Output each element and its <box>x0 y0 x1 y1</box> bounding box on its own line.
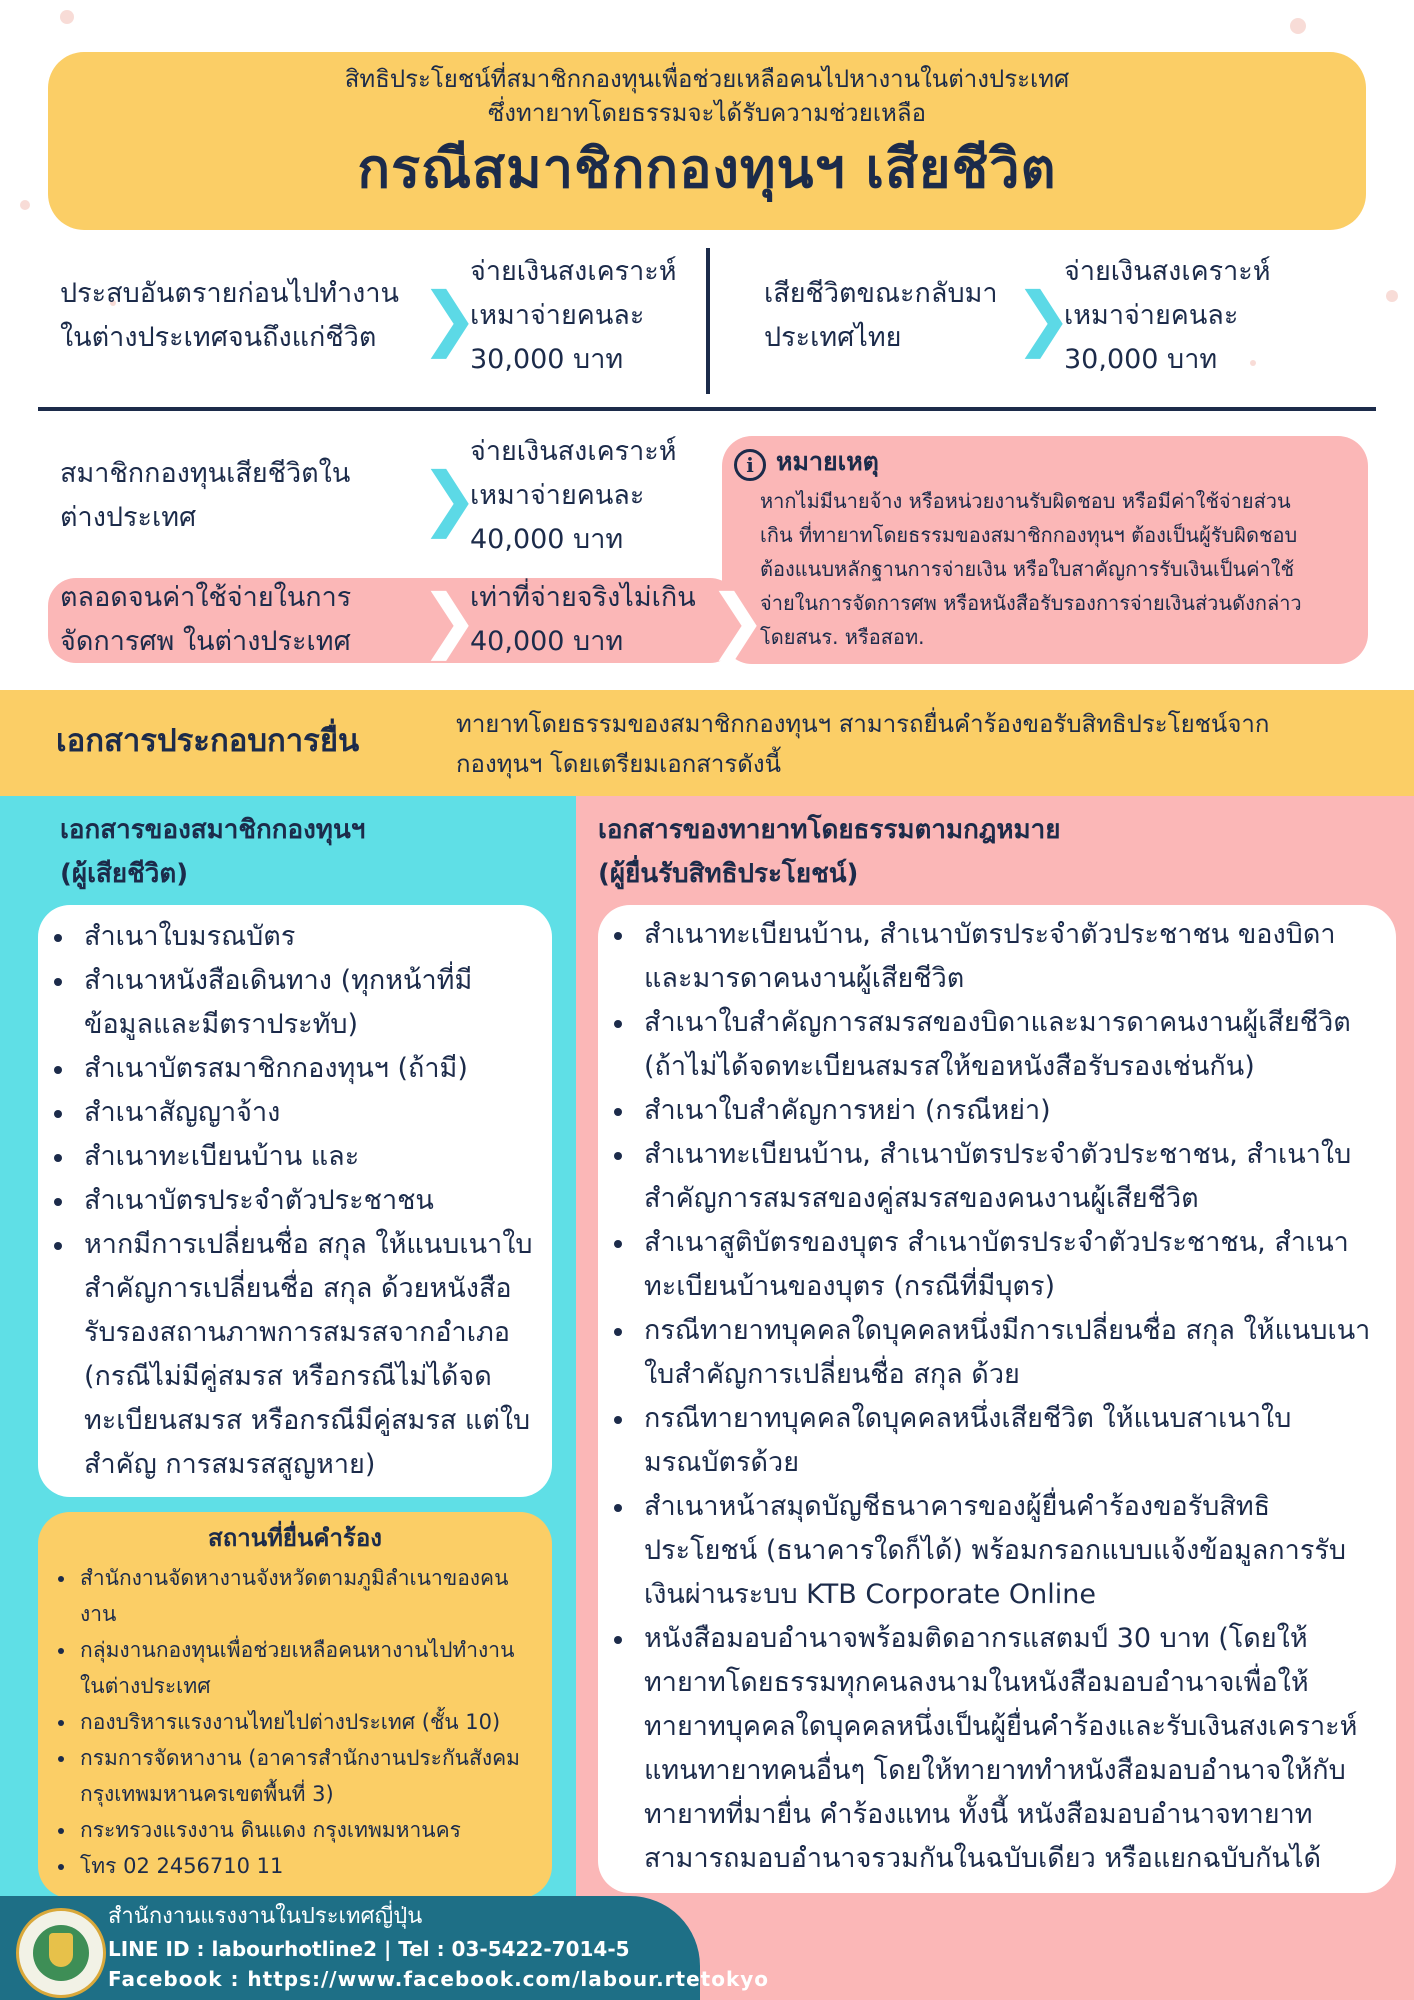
header-subtitle-2: ซึ่งทายาทโดยธรรมจะได้รับความช่วยเหลือ <box>488 99 926 127</box>
list-item: สำเนาใบสำคัญการสมรสของบิดาและมารดาคนงานผู้เสียชีวิต (ถ้าไม่ได้จดทะเบียนสมรสให้ขอหนังสือรับรองเช่นกัน) <box>598 1001 1378 1089</box>
ministry-logo <box>16 1908 106 1998</box>
decor-speckle <box>20 200 30 210</box>
submission-places-title: สถานที่ยื่นคำร้อง <box>208 1524 382 1552</box>
case-3-label: สมาชิกกองทุนเสียชีวิตใน ต่างประเทศ <box>60 458 351 533</box>
chevron-right-icon: ❯ <box>1014 277 1073 359</box>
submission-places-list-wrap <box>46 1560 536 1884</box>
note-title: หมายเหตุ <box>776 447 879 476</box>
list-item: สำเนาทะเบียนบ้าน, สำเนาบัตรประจำตัวประชาชน ของบิดาและมารดาคนงานผู้เสียชีวิต <box>598 913 1378 1001</box>
footer-contact[interactable]: LINE ID : labourhotline2 | Tel : 03-5422-7014-5 <box>108 1937 630 1961</box>
list-item: โทร 02 2456710 11 <box>46 1848 536 1884</box>
list-item: กรณีทายาทบุคคลใดบุคคลหนึ่งเสียชีวิต ให้แนบสาเนาใบมรณบัตรด้วย <box>598 1397 1378 1485</box>
list-item: สำเนาบัตรประจำตัวประชาชน <box>38 1179 536 1223</box>
case-4-payment: เท่าที่จ่ายจริงไม่เกิน 40,000 บาท <box>470 582 696 657</box>
list-item: สำเนาหนังสือเดินทาง (ทุกหน้าที่มีข้อมูลและมีตราประทับ) <box>38 959 536 1047</box>
list-item: สำเนาใบมรณบัตร <box>38 915 536 959</box>
footer-office-name: สำนักงานแรงงานในประเทศญี่ปุ่น <box>108 1904 423 1929</box>
chevron-right-icon: ❯ <box>420 457 479 539</box>
heir-docs-card <box>598 905 1396 1893</box>
list-item: สำเนาสัญญาจ้าง <box>38 1091 536 1135</box>
list-item: กรมการจัดหางาน (อาคารสำนักงานประกันสังคมกรุงเทพมหานครเขตพื้นที่ 3) <box>46 1740 536 1812</box>
chevron-right-icon: ❯ <box>420 579 479 661</box>
case-1-label: ประสบอันตรายก่อนไปทำงาน ในต่างประเทศจนถึงแก่ชีวิต <box>60 278 399 353</box>
chevron-right-icon: ❯ <box>420 277 479 359</box>
decor-speckle <box>1386 290 1398 302</box>
vertical-divider <box>706 248 710 394</box>
list-item: สำเนาใบสำคัญการหย่า (กรณีหย่า) <box>598 1089 1378 1133</box>
member-docs-heading: เอกสารของสมาชิกกองทุนฯ (ผู้เสียชีวิต) <box>60 815 366 889</box>
footer-facebook-link[interactable]: Facebook : https://www.facebook.com/labour.rtetokyo <box>108 1967 770 1991</box>
case-3-payment: จ่ายเงินสงเคราะห์ เหมาจ่ายคนละ 40,000 บาท <box>470 436 677 555</box>
list-item: สำเนาบัตรสมาชิกกองทุนฯ (ถ้ามี) <box>38 1047 536 1091</box>
chevron-right-icon: ❯ <box>708 579 767 661</box>
submission-places-list <box>46 1560 536 1884</box>
heir-docs-list <box>598 905 1396 1881</box>
list-item: กระทรวงแรงงาน ดินแดง กรุงเทพมหานคร <box>46 1812 536 1848</box>
info-icon: i <box>734 449 766 481</box>
list-item: กรณีทายาทบุคคลใดบุคคลหนึ่งมีการเปลี่ยนชื่อ สกุล ให้แนบเนาใบสำคัญการเปลี่ยนชื่อ สกุล ด้วย <box>598 1309 1378 1397</box>
list-item: สำเนาทะเบียนบ้าน และ <box>38 1135 536 1179</box>
heir-docs-heading: เอกสารของทายาทโดยธรรมตามกฎหมาย (ผู้ยื่นรับสิทธิประโยชน์) <box>598 815 1061 889</box>
note-body: หากไม่มีนายจ้าง หรือหน่วยงานรับผิดชอบ หรือมีค่าใช้จ่ายส่วน เกิน ที่ทายาทโดยธรรมของสมาชิกกองทุนฯ ต้องเป็นผู้รับผิดชอบ ต้องแนบหลักฐานการจ่ายเงิน หรือใบสาคัญการรับเงินเป็นค่าใช้ จ่ายในการจัดการศพ หรือหนังสือรับรองการจ่ายเงินส่วนดังกล่าว โดยสนร. หรือสอท. <box>760 489 1302 649</box>
list-item: สำเนาทะเบียนบ้าน, สำเนาบัตรประจำตัวประชาชน, สำเนาใบสำคัญการสมรสของคู่สมรสของคนงานผู้เสียชีวิต <box>598 1133 1378 1221</box>
decor-speckle <box>1290 18 1306 34</box>
list-item: สำเนาหน้าสมุดบัญชีธนาคารของผู้ยื่นคำร้องขอรับสิทธิประโยชน์ (ธนาคารใดก็ได้) พร้อมกรอกแบบแจ้งข้อมูลการรับเงินผ่านระบบ KTB Corporate Online <box>598 1485 1378 1617</box>
list-item: สำนักงานจัดหางานจังหวัดตามภูมิลำเนาของคนงาน <box>46 1560 536 1632</box>
header-banner <box>48 52 1366 230</box>
case-2-label: เสียชีวิตขณะกลับมา ประเทศไทย <box>764 278 998 353</box>
list-item: หนังสือมอบอำนาจพร้อมติดอากรแสตมป์ 30 บาท (โดยให้ทายาทโดยธรรมทุกคนลงนามในหนังสือมอบอำนาจเพื่อให้ทายาทบุคคลใดบุคคลหนึ่งเป็นผู้ยื่นคำร้องและรับเงินสงเคราะห์แทนทายาทคนอื่นๆ โดยให้ทายาททำหนังสือมอบอำนาจให้กับทายาทที่มายื่น คำร้องแทน ทั้งนี้ หนังสือมอบอำนาจทายาทสามารถมอบอำนาจรวมกันในฉบับเดียว หรือแยกฉบับกันได้ <box>598 1617 1378 1881</box>
documents-title: เอกสารประกอบการยื่น <box>56 723 360 759</box>
horizontal-divider <box>38 407 1376 411</box>
decor-speckle <box>60 10 74 24</box>
member-docs-card <box>38 905 552 1497</box>
header-subtitle-1: สิทธิประโยชน์ที่สมาชิกกองทุนเพื่อช่วยเหลือคนไปหางานในต่างประเทศ <box>344 65 1070 93</box>
list-item: สำเนาสูติบัตรของบุตร สำเนาบัตรประจำตัวประชาชน, สำเนาทะเบียนบ้านของบุตร (กรณีที่มีบุตร) <box>598 1221 1378 1309</box>
list-item: กองบริหารแรงงานไทยไปต่างประเทศ (ชั้น 10) <box>46 1704 536 1740</box>
member-docs-list <box>38 905 552 1487</box>
case-1-payment: จ่ายเงินสงเคราะห์ เหมาจ่ายคนละ 30,000 บาท <box>470 256 677 375</box>
list-item: กลุ่มงานกองทุนเพื่อช่วยเหลือคนหางานไปทำงานในต่างประเทศ <box>46 1632 536 1704</box>
page-title: กรณีสมาชิกกองทุนฯ เสียชีวิต <box>357 137 1057 200</box>
case-4-label: ตลอดจนค่าใช้จ่ายในการ จัดการศพ ในต่างประเทศ <box>60 582 352 657</box>
case-2-payment: จ่ายเงินสงเคราะห์ เหมาจ่ายคนละ 30,000 บาท <box>1064 256 1271 375</box>
documents-description: ทายาทโดยธรรมของสมาชิกกองทุนฯ สามารถยื่นคำร้องขอรับสิทธิประโยชน์จาก กองทุนฯ โดยเตรียมเอกสารดังนี้ <box>456 710 1270 778</box>
list-item: หากมีการเปลี่ยนชื่อ สกุล ให้แนบเนาใบสำคัญการเปลี่ยนชื่อ สกุล ด้วยหนังสือรับรองสถานภาพการสมรสจากอำเภอ (กรณีไม่มีคู่สมรส หรือกรณีไม่ได้จดทะเบียนสมรส หรือกรณีมีคู่สมรส แต่ใบสำคัญ การสมรสสูญหาย) <box>38 1223 536 1487</box>
